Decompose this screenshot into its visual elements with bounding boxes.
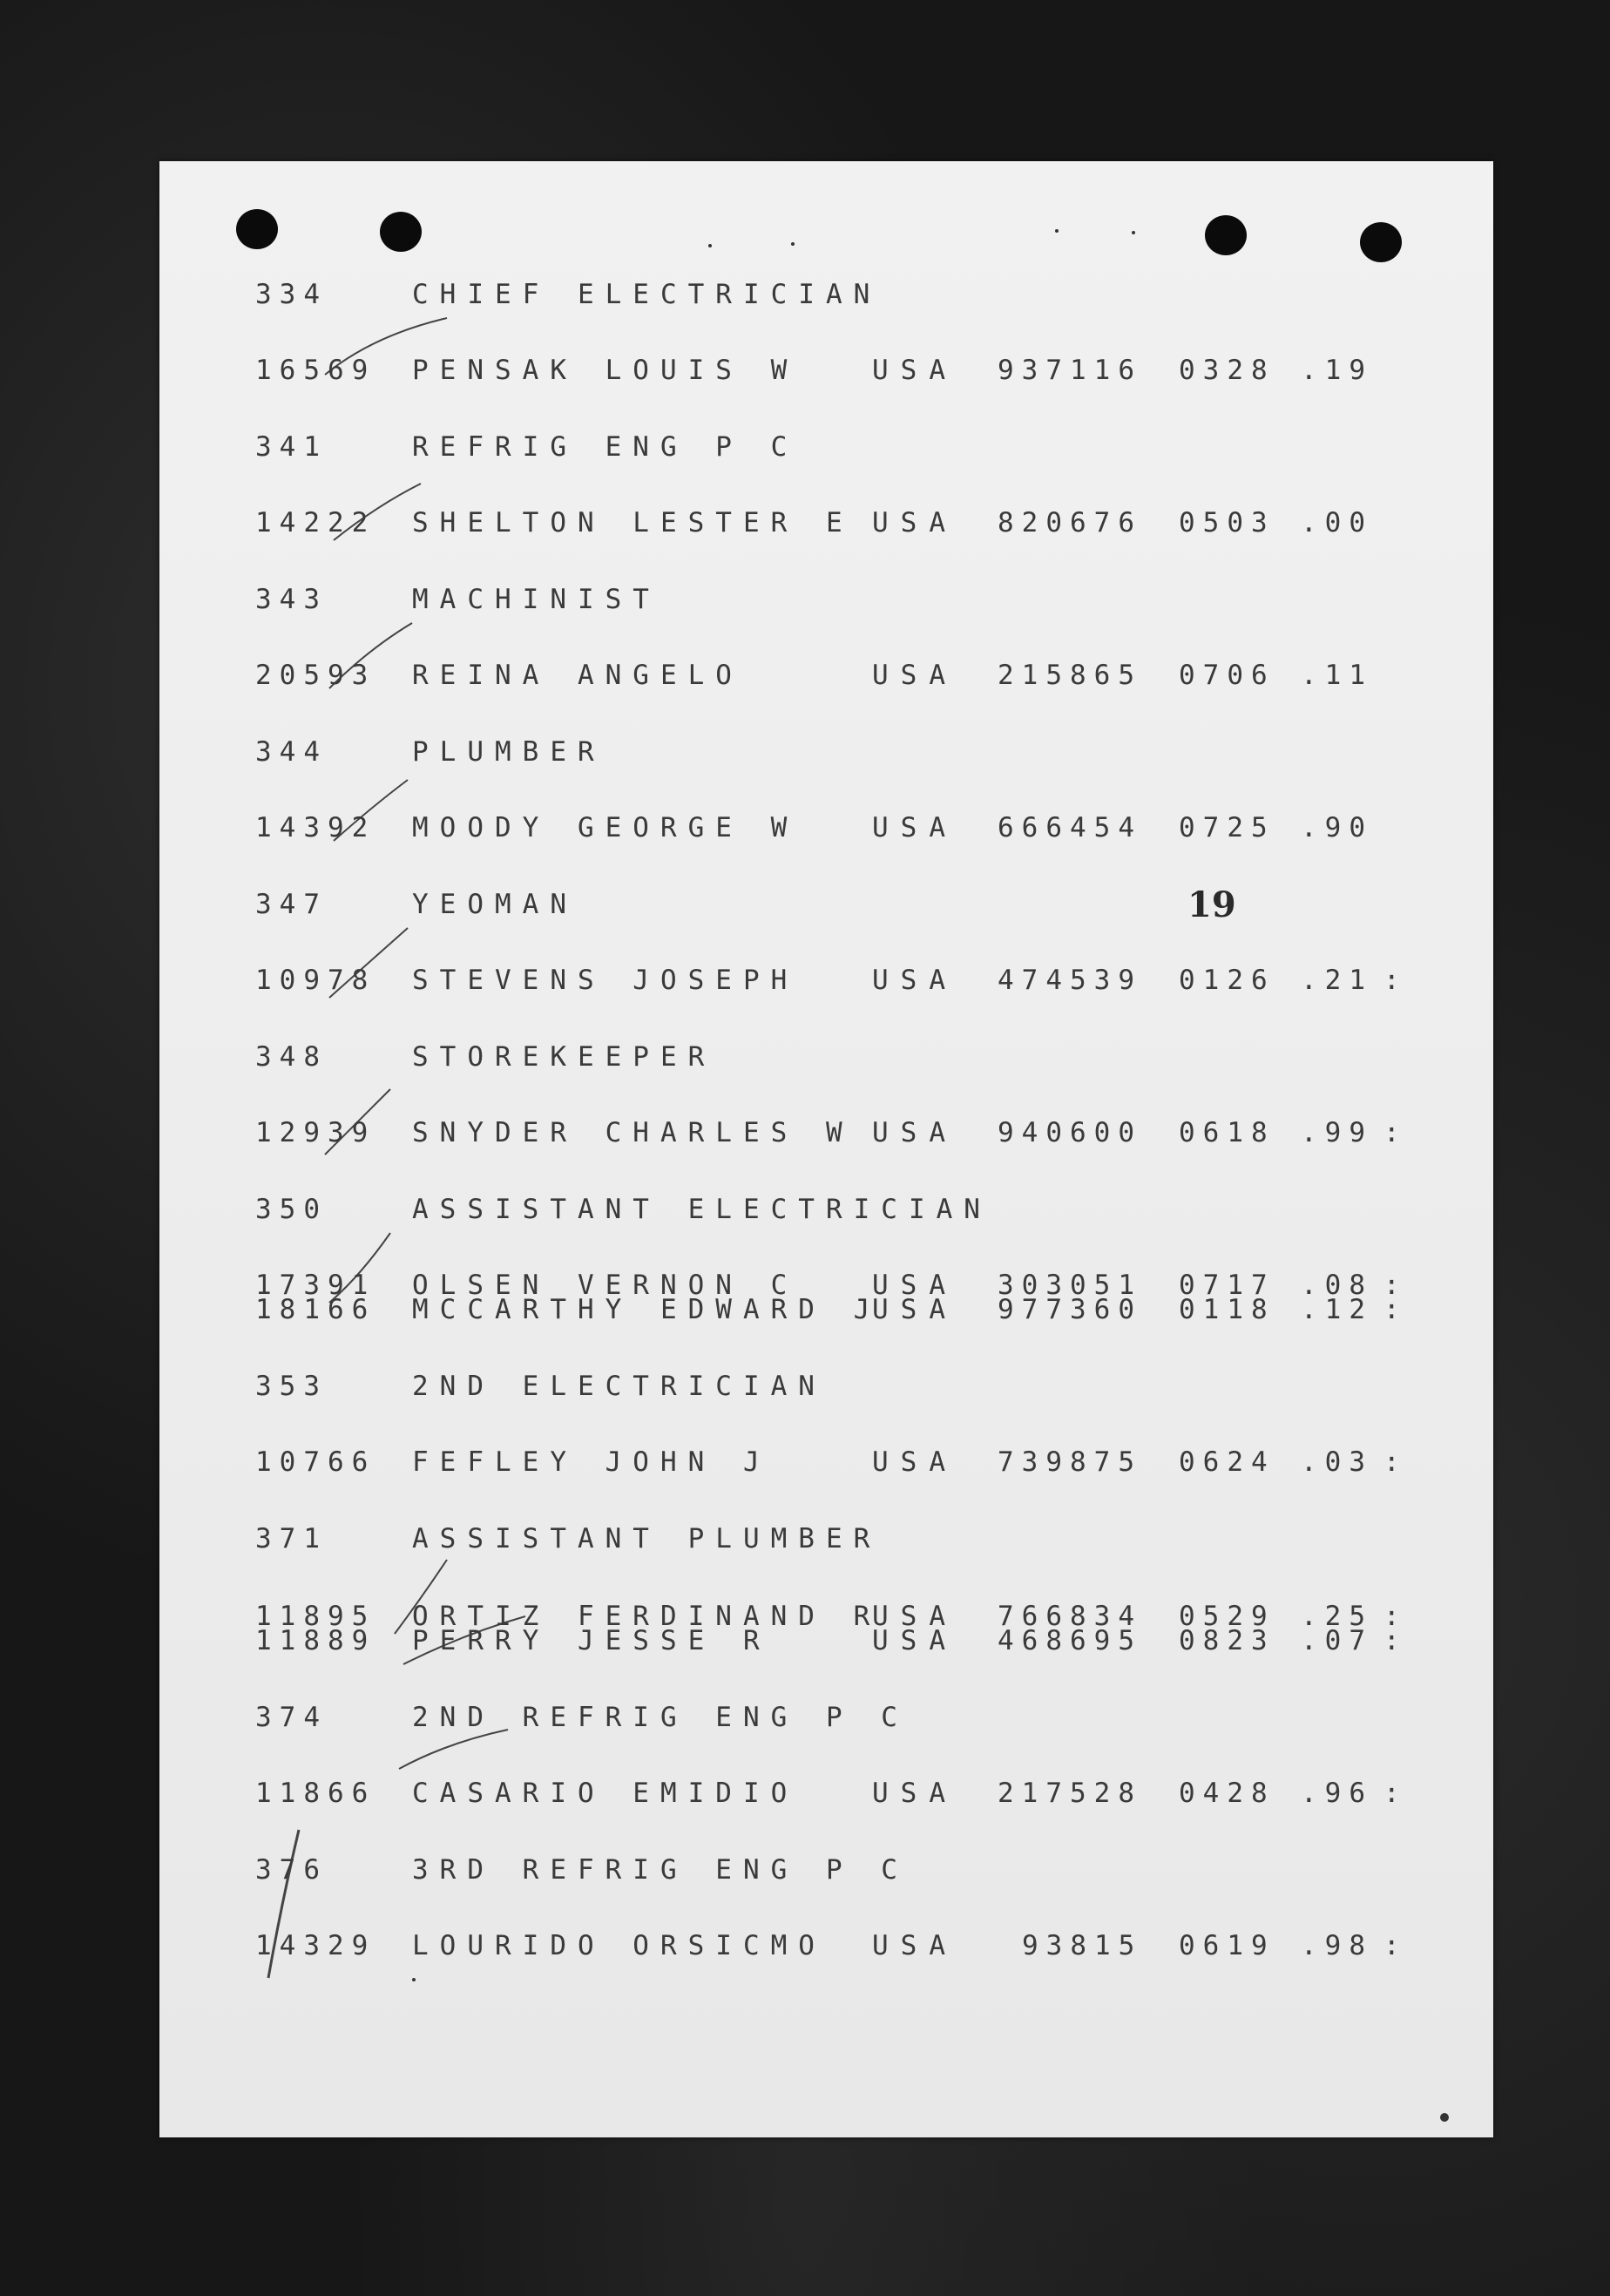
entry-mark: : [1383,965,1408,996]
table-row [159,812,1493,843]
entry-id: 977360 [998,1294,1142,1325]
entry-number: 18166 [255,1294,376,1325]
entry-number: 17391 [255,1270,376,1301]
entry-nationality: USA [872,660,957,691]
section-heading [159,584,1493,615]
section-heading [159,1702,1493,1733]
entry-date: 0126 [1179,965,1275,996]
entry-mark: : [1383,1294,1408,1325]
entry-id: 820676 [998,507,1142,538]
entry-name: LOURIDO ORSICMO [412,1930,826,1961]
entry-number: 10978 [255,965,376,996]
section-heading [159,1194,1493,1225]
section-heading [159,279,1493,310]
document-sheet [159,161,1493,2137]
section-title: REFRIG ENG P C [412,431,799,463]
entry-date: 0118 [1179,1294,1275,1325]
section-code: 347 [255,889,328,920]
entry-nationality: USA [872,1270,957,1301]
entry-id: 217528 [998,1778,1142,1809]
entry-date: 0428 [1179,1778,1275,1809]
entry-date: 0503 [1179,507,1275,538]
table-row [159,1446,1493,1478]
section-code: 344 [255,736,328,768]
section-heading [159,431,1493,463]
entry-name: FEFLEY JOHN J [412,1446,771,1478]
section-code: 350 [255,1194,328,1225]
entry-id: 303051 [998,1270,1142,1301]
section-title: ASSISTANT PLUMBER [412,1523,882,1554]
entry-number: 11895 [255,1601,376,1632]
entry-amount: .08 [1301,1270,1373,1301]
entry-number: 10766 [255,1446,376,1478]
section-code: 348 [255,1041,328,1073]
entry-nationality: USA [872,1446,957,1478]
section-title: 2ND ELECTRICIAN [412,1371,826,1402]
table-row [159,355,1493,386]
entry-name: REINA ANGELO [412,660,743,691]
entry-amount: .19 [1301,355,1373,386]
section-title: STOREKEEPER [412,1041,716,1073]
entry-name: PENSAK LOUIS W [412,355,799,386]
entry-date: 0328 [1179,355,1275,386]
entry-amount: .25 [1301,1601,1373,1632]
entry-mark: : [1383,1930,1408,1961]
entry-amount: .12 [1301,1294,1373,1325]
entry-mark: : [1383,1270,1408,1301]
table-row [159,1778,1493,1809]
entry-mark: : [1383,1625,1408,1656]
entry-date: 0624 [1179,1446,1275,1478]
section-title: ASSISTANT ELECTRICIAN [412,1194,991,1225]
entry-amount: .00 [1301,507,1373,538]
entry-date: 0706 [1179,660,1275,691]
entry-date: 0823 [1179,1625,1275,1656]
entry-nationality: USA [872,507,957,538]
entry-id: 739875 [998,1446,1142,1478]
entry-number: 14329 [255,1930,376,1961]
entry-mark: : [1383,1601,1408,1632]
entry-number: 16569 [255,355,376,386]
entry-name: ORTIZ FERDINAND R [412,1601,882,1632]
entry-id: 666454 [998,812,1142,843]
section-title: CHIEF ELECTRICIAN [412,279,882,310]
entry-date: 0619 [1179,1930,1275,1961]
entry-amount: .96 [1301,1778,1373,1809]
entry-name: OLSEN VERNON C [412,1270,799,1301]
section-code: 341 [255,431,328,463]
entry-number: 20593 [255,660,376,691]
entry-nationality: USA [872,355,957,386]
section-code: 334 [255,279,328,310]
entry-amount: .07 [1301,1625,1373,1656]
entry-name: PERRY JESSE R [412,1625,771,1656]
table-row [159,965,1493,996]
section-heading [159,1854,1493,1886]
section-title: 2ND REFRIG ENG P C [412,1702,909,1733]
entry-number: 12939 [255,1117,376,1148]
entry-date: 0529 [1179,1601,1275,1632]
entry-id: 766834 [998,1601,1142,1632]
section-heading [159,889,1493,920]
section-heading [159,1041,1493,1073]
entry-number: 14222 [255,507,376,538]
entry-date: 0725 [1179,812,1275,843]
section-heading [159,736,1493,768]
entry-name: CASARIO EMIDIO [412,1778,799,1809]
entry-amount: .11 [1301,660,1373,691]
entry-id: 215865 [998,660,1142,691]
table-row [159,507,1493,538]
entry-number: 11889 [255,1625,376,1656]
section-title: PLUMBER [412,736,605,768]
entry-amount: .21 [1301,965,1373,996]
entry-name: STEVENS JOSEPH [412,965,799,996]
table-row [159,1930,1493,1961]
entry-date: 0618 [1179,1117,1275,1148]
entry-amount: .99 [1301,1117,1373,1148]
entry-id: 937116 [998,355,1142,386]
section-code: 374 [255,1702,328,1733]
table-row [159,660,1493,691]
entry-date: 0717 [1179,1270,1275,1301]
entry-mark: : [1383,1446,1408,1478]
entry-amount: .98 [1301,1930,1373,1961]
entry-amount: .03 [1301,1446,1373,1478]
section-title: 3RD REFRIG ENG P C [412,1854,909,1886]
section-heading [159,1523,1493,1554]
entry-number: 11866 [255,1778,376,1809]
entry-nationality: USA [872,965,957,996]
entry-nationality: USA [872,1294,957,1325]
entry-name: SHELTON LESTER E [412,507,854,538]
entry-mark: : [1383,1117,1408,1148]
entry-id: 468695 [998,1625,1142,1656]
entry-nationality: USA [872,1601,957,1632]
entry-id: 474539 [998,965,1142,996]
section-code: 343 [255,584,328,615]
section-code: 376 [255,1854,328,1886]
table-row [159,1625,1493,1656]
section-title: MACHINIST [412,584,660,615]
entry-nationality: USA [872,1930,957,1961]
entry-name: MOODY GEORGE W [412,812,799,843]
table-row [159,1294,1493,1325]
entry-id: 940600 [998,1117,1142,1148]
entry-amount: .90 [1301,812,1373,843]
section-code: 353 [255,1371,328,1402]
entry-nationality: USA [872,812,957,843]
entry-nationality: USA [872,1625,957,1656]
entry-name: SNYDER CHARLES W [412,1117,854,1148]
entry-nationality: USA [872,1778,957,1809]
section-code: 371 [255,1523,328,1554]
section-title: YEOMAN [412,889,578,920]
section-heading [159,1371,1493,1402]
entry-mark: : [1383,1778,1408,1809]
entry-nationality: USA [872,1117,957,1148]
entry-id: 93815 [1022,1930,1143,1961]
entry-name: MCCARTHY EDWARD J [412,1294,882,1325]
table-row [159,1117,1493,1148]
entry-number: 14392 [255,812,376,843]
page-number: 19 [1187,884,1236,925]
